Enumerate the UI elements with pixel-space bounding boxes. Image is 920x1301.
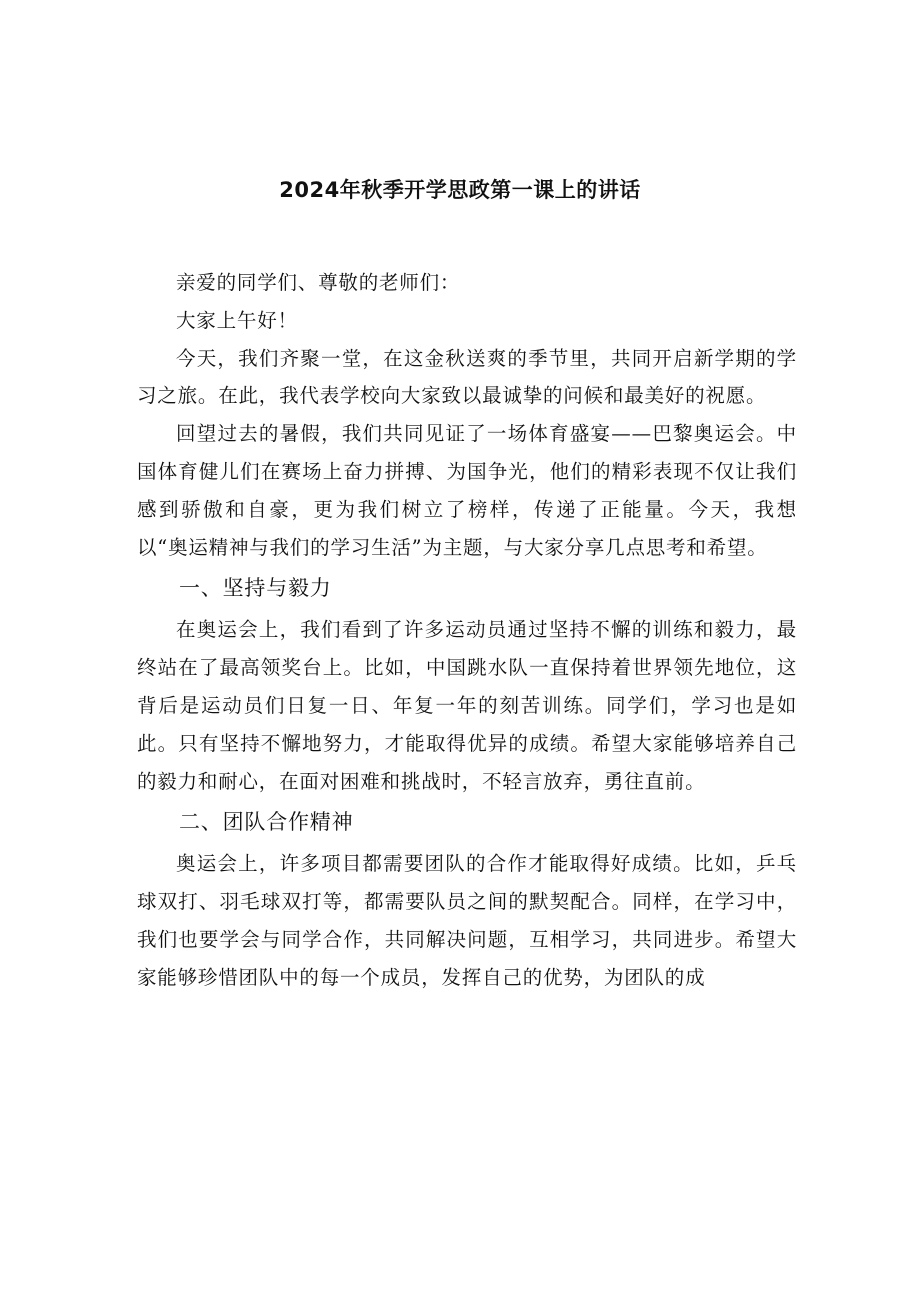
intro-paragraph: 今天，我们齐聚一堂，在这金秋送爽的季节里，共同开启新学期的学习之旅。在此，我代表学校向大家致以最诚挚的问候和最美好的祝愿。 [137,346,797,408]
document-body [137,264,797,997]
olympics-paragraph: 回望过去的暑假，我们共同见证了一场体育盛宴——巴黎奥运会。中国体育健儿们在赛场上奋力拼搏、为国争光，他们的精彩表现不仅让我们感到骄傲和自豪，更为我们树立了榜样，传递了正能量。今天，我想以“奥运精神与我们的学习生活”为主题，与大家分享几点思考和希望。 [137,422,797,559]
salutation-paragraph: 亲爱的同学们、尊敬的老师们： [176,271,461,294]
document-title: 2024年秋季开学思政第一课上的讲话 [279,178,641,202]
section-1-heading: 一、坚持与毅力 [179,576,332,601]
section-2-heading: 二、团队合作精神 [179,810,354,835]
section-2-paragraph: 奥运会上，许多项目都需要团队的合作才能取得好成绩。比如，乒乓球双打、羽毛球双打等，都需要队员之间的默契配合。同样，在学习中，我们也要学会与同学合作，共同解决问题，互相学习，共同进步。希望大家能够珍惜团队中的每一个成员，发挥自己的优势，为团队的成 [137,852,797,989]
section-1-paragraph: 在奥运会上，我们看到了许多运动员通过坚持不懈的训练和毅力，最终站在了最高领奖台上。比如，中国跳水队一直保持着世界领先地位，这背后是运动员们日复一日、年复一年的刻苦训练。同学们，学习也是如此。只有坚持不懈地努力，才能取得优异的成绩。希望大家能够培养自己的毅力和耐心，在面对困难和挑战时，不轻言放弃，勇往直前。 [137,618,797,793]
greeting-paragraph: 大家上午好！ [176,308,298,332]
